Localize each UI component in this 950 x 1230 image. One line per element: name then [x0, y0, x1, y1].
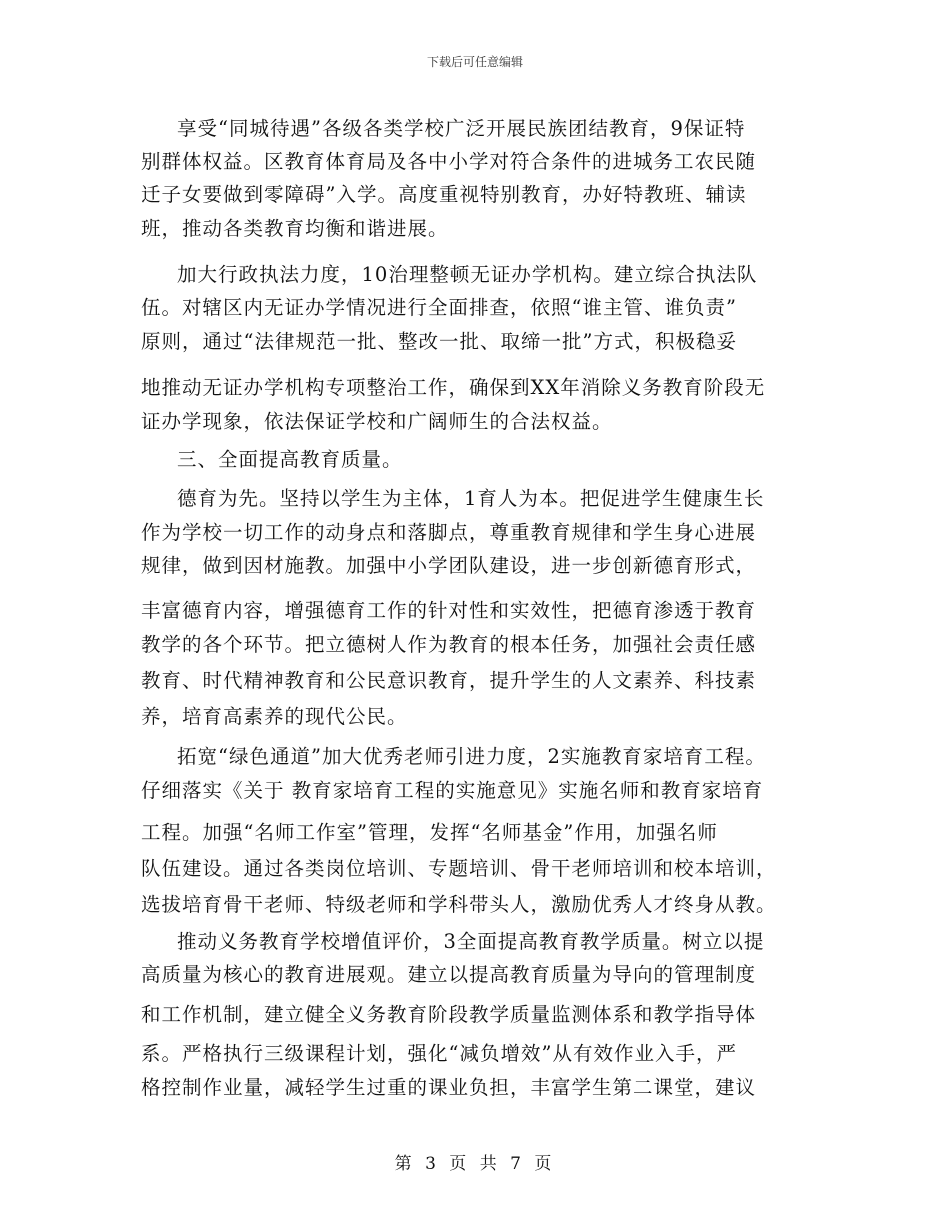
text-line: 享受“同城待遇”各级各类学校广泛开展民族团结教育，9保证特 — [177, 117, 746, 140]
text-line: 仔细落实《关于 教育家培育工程的实施意见》实施名师和教育家培育 — [141, 779, 764, 802]
text-line: 和工作机制，建立健全义务教育阶段教学质量监测体系和教学指导体 — [141, 1003, 757, 1026]
text-line: 伍。对辖区内无证办学情况进行全面排查，依照“谁主管、谁负责” — [141, 296, 737, 319]
text-line: 队伍建设。通过各类岗位培训、专题培训、骨干老师培训和校本培训， — [141, 857, 777, 880]
text-line: 加大行政执法力度，10治理整顿无证办学机构。建立综合执法队 — [177, 263, 758, 286]
text-line: 作为学校一切工作的动身点和落脚点，尊重教育规律和学生身心进展 — [141, 521, 757, 544]
text-line: 养，培育高素养的现代公民。 — [141, 705, 408, 728]
text-line: 高质量为核心的教育进展观。建立以提高教育质量为导向的管理制度 — [141, 963, 757, 986]
text-line: 别群体权益。区教育体育局及各中小学对符合条件的进城务工农民随 — [141, 150, 757, 173]
text-line: 推动义务教育学校增值评价，3全面提高教育教学质量。树立以提 — [177, 930, 765, 953]
page-header-note: 下载后可任意编辑 — [426, 55, 523, 69]
section-heading: 三、全面提高教育质量。 — [177, 448, 403, 471]
text-line: 拓宽“绿色通道”加大优秀老师引进力度，2实施教育家培育工程。 — [177, 745, 766, 768]
text-line: 迁子女要做到零障碍”入学。高度重视特别教育，办好特教班、辅读 — [141, 183, 747, 206]
text-line: 丰富德育内容，增强德育工作的针对性和实效性，把德育渗透于教育 — [141, 599, 757, 622]
text-line: 系。严格执行三级课程计划，强化“减负增效”从有效作业入手，严 — [141, 1042, 737, 1065]
text-line: 原则，通过“法律规范一批、整改一批、取缔一批”方式，积极稳妥 — [141, 330, 737, 353]
text-line: 选拔培育骨干老师、特级老师和学科带头人，激励优秀人才终身从教。 — [141, 893, 777, 916]
text-line: 格控制作业量，减轻学生过重的课业负担，丰富学生第二课堂，建议 — [141, 1076, 757, 1099]
text-line: 班，推动各类教育均衡和谐进展。 — [141, 217, 449, 240]
text-line: 教学的各个环节。把立德树人作为教育的根本任务，加强社会责任感 — [141, 633, 757, 656]
page-number: 第 3 页 共 7 页 — [394, 1154, 556, 1174]
text-line: 德育为先。坚持以学生为主体，1育人为本。把促进学生健康生长 — [177, 487, 765, 510]
text-line: 地推动无证办学机构专项整治工作，确保到XX年消除义务教育阶段无 — [141, 376, 766, 399]
text-line: 证办学现象，依法保证学校和广阔师生的合法权益。 — [141, 410, 613, 433]
text-line: 教育、时代精神教育和公民意识教育，提升学生的人文素养、科技素 — [141, 669, 757, 692]
text-line: 工程。加强“名师工作室”管理，发挥“名师基金”作用，加强名师 — [141, 821, 718, 844]
text-line: 规律，做到因材施教。加强中小学团队建设，进一步创新德育形式， — [141, 554, 757, 577]
